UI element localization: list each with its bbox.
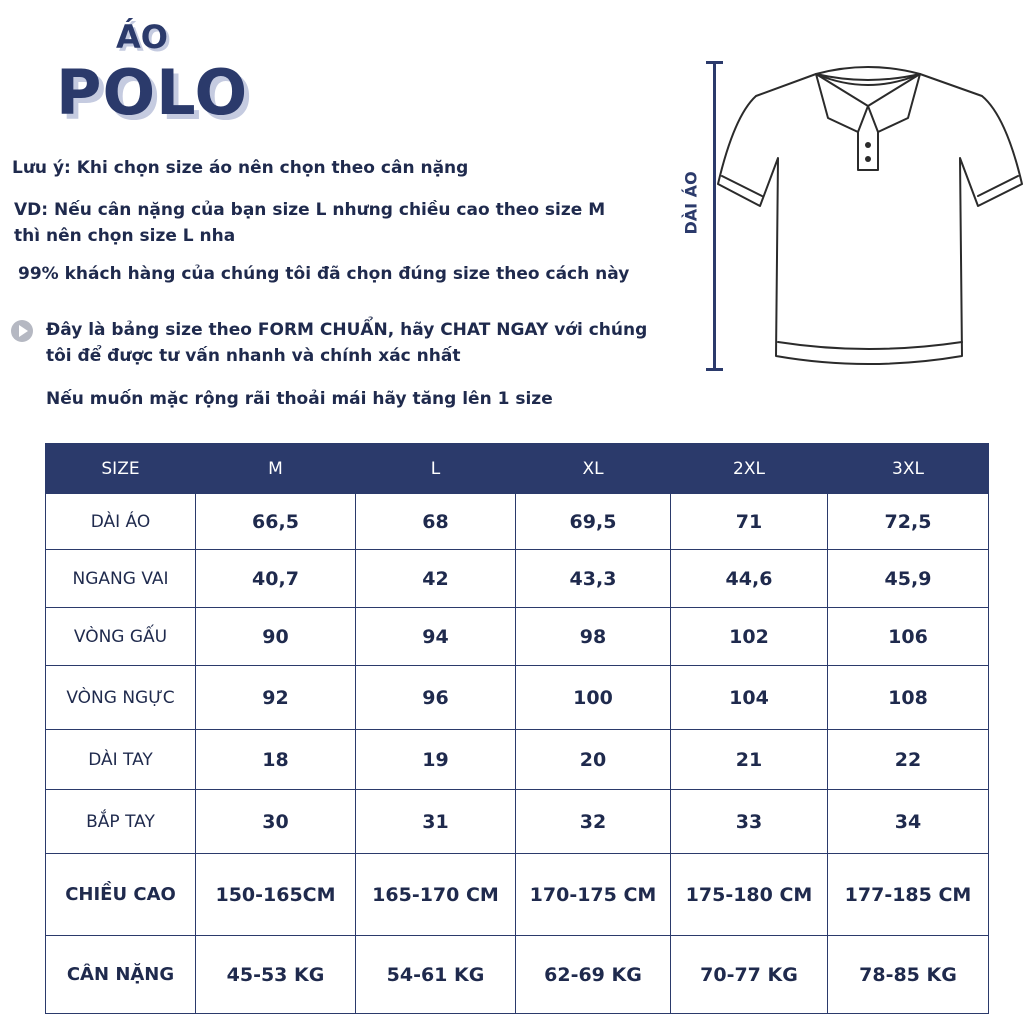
note-customers: 99% khách hàng của chúng tôi đã chọn đúng size theo cách này (18, 264, 630, 284)
table-cell: 42 (356, 550, 516, 608)
play-circle-icon (11, 320, 33, 342)
table-row (46, 494, 989, 550)
header-cell-2xl: 2XL (671, 444, 828, 494)
table-cell: 177-185 CM (828, 854, 989, 936)
table-cell: 43,3 (516, 550, 671, 608)
title-line-2: POLO (56, 56, 249, 129)
row-label: CHIỀU CAO (46, 854, 196, 936)
polo-shirt-icon (716, 56, 1024, 374)
table-cell: 44,6 (671, 550, 828, 608)
table-row (46, 550, 989, 608)
row-label: CÂN NẶNG (46, 936, 196, 1014)
table-cell: 34 (828, 790, 989, 854)
table-cell: 108 (828, 666, 989, 730)
table-cell: 175-180 CM (671, 854, 828, 936)
table-cell: 30 (196, 790, 356, 854)
table-cell: 92 (196, 666, 356, 730)
note-example (14, 197, 605, 249)
note-weight-tip: Lưu ý: Khi chọn size áo nên chọn theo cân nặng (12, 158, 469, 178)
table-cell: 22 (828, 730, 989, 790)
header-cell-xl: XL (516, 444, 671, 494)
table-cell: 170-175 CM (516, 854, 671, 936)
table-cell: 106 (828, 608, 989, 666)
table-cell: 18 (196, 730, 356, 790)
length-measure-label: DÀI ÁO (681, 171, 701, 235)
table-cell: 54-61 KG (356, 936, 516, 1014)
table-cell: 165-170 CM (356, 854, 516, 936)
table-cell: 100 (516, 666, 671, 730)
note-standard-form (46, 317, 647, 369)
table-cell: 20 (516, 730, 671, 790)
table-cell: 19 (356, 730, 516, 790)
table-row (46, 608, 989, 666)
header-cell-m: M (196, 444, 356, 494)
table-cell: 32 (516, 790, 671, 854)
size-chart-table (45, 443, 989, 1014)
table-cell: 40,7 (196, 550, 356, 608)
note-size-up: Nếu muốn mặc rộng rãi thoải mái hãy tăng lên 1 size (46, 389, 553, 409)
row-label: NGANG VAI (46, 550, 196, 608)
row-label: VÒNG GẤU (46, 608, 196, 666)
table-cell: 33 (671, 790, 828, 854)
table-cell: 102 (671, 608, 828, 666)
table-cell: 78-85 KG (828, 936, 989, 1014)
row-label: DÀI ÁO (46, 494, 196, 550)
table-cell: 98 (516, 608, 671, 666)
row-label: BẮP TAY (46, 790, 196, 854)
table-cell: 68 (356, 494, 516, 550)
table-cell: 96 (356, 666, 516, 730)
table-cell: 71 (671, 494, 828, 550)
note-example-line-1: VD: Nếu cân nặng của bạn size L nhưng chiều cao theo size M (14, 200, 606, 220)
table-cell: 70-77 KG (671, 936, 828, 1014)
table-cell: 45,9 (828, 550, 989, 608)
table-cell: 66,5 (196, 494, 356, 550)
row-label: DÀI TAY (46, 730, 196, 790)
note-standard-form-line-1: Đây là bảng size theo FORM CHUẨN, hãy CHAT NGAY với chúng (46, 320, 648, 340)
table-row (46, 790, 989, 854)
table-cell: 72,5 (828, 494, 989, 550)
note-example-line-2: thì nên chọn size L nha (14, 226, 236, 246)
table-header-row (46, 444, 989, 494)
table-cell: 94 (356, 608, 516, 666)
table-cell: 62-69 KG (516, 936, 671, 1014)
note-standard-form-line-2: tôi để được tư vấn nhanh và chính xác nhất (46, 346, 461, 366)
header-cell-l: L (356, 444, 516, 494)
row-label: VÒNG NGỰC (46, 666, 196, 730)
title-line-1: ÁO (116, 18, 168, 56)
table-cell: 45-53 KG (196, 936, 356, 1014)
header-cell-3xl: 3XL (828, 444, 989, 494)
table-cell: 150-165CM (196, 854, 356, 936)
table-cell: 69,5 (516, 494, 671, 550)
table-cell: 90 (196, 608, 356, 666)
table-cell: 21 (671, 730, 828, 790)
table-cell: 31 (356, 790, 516, 854)
table-cell: 104 (671, 666, 828, 730)
table-row (46, 730, 989, 790)
table-row (46, 854, 989, 936)
header-cell-size: SIZE (46, 444, 196, 494)
table-row (46, 936, 989, 1014)
table-row (46, 666, 989, 730)
